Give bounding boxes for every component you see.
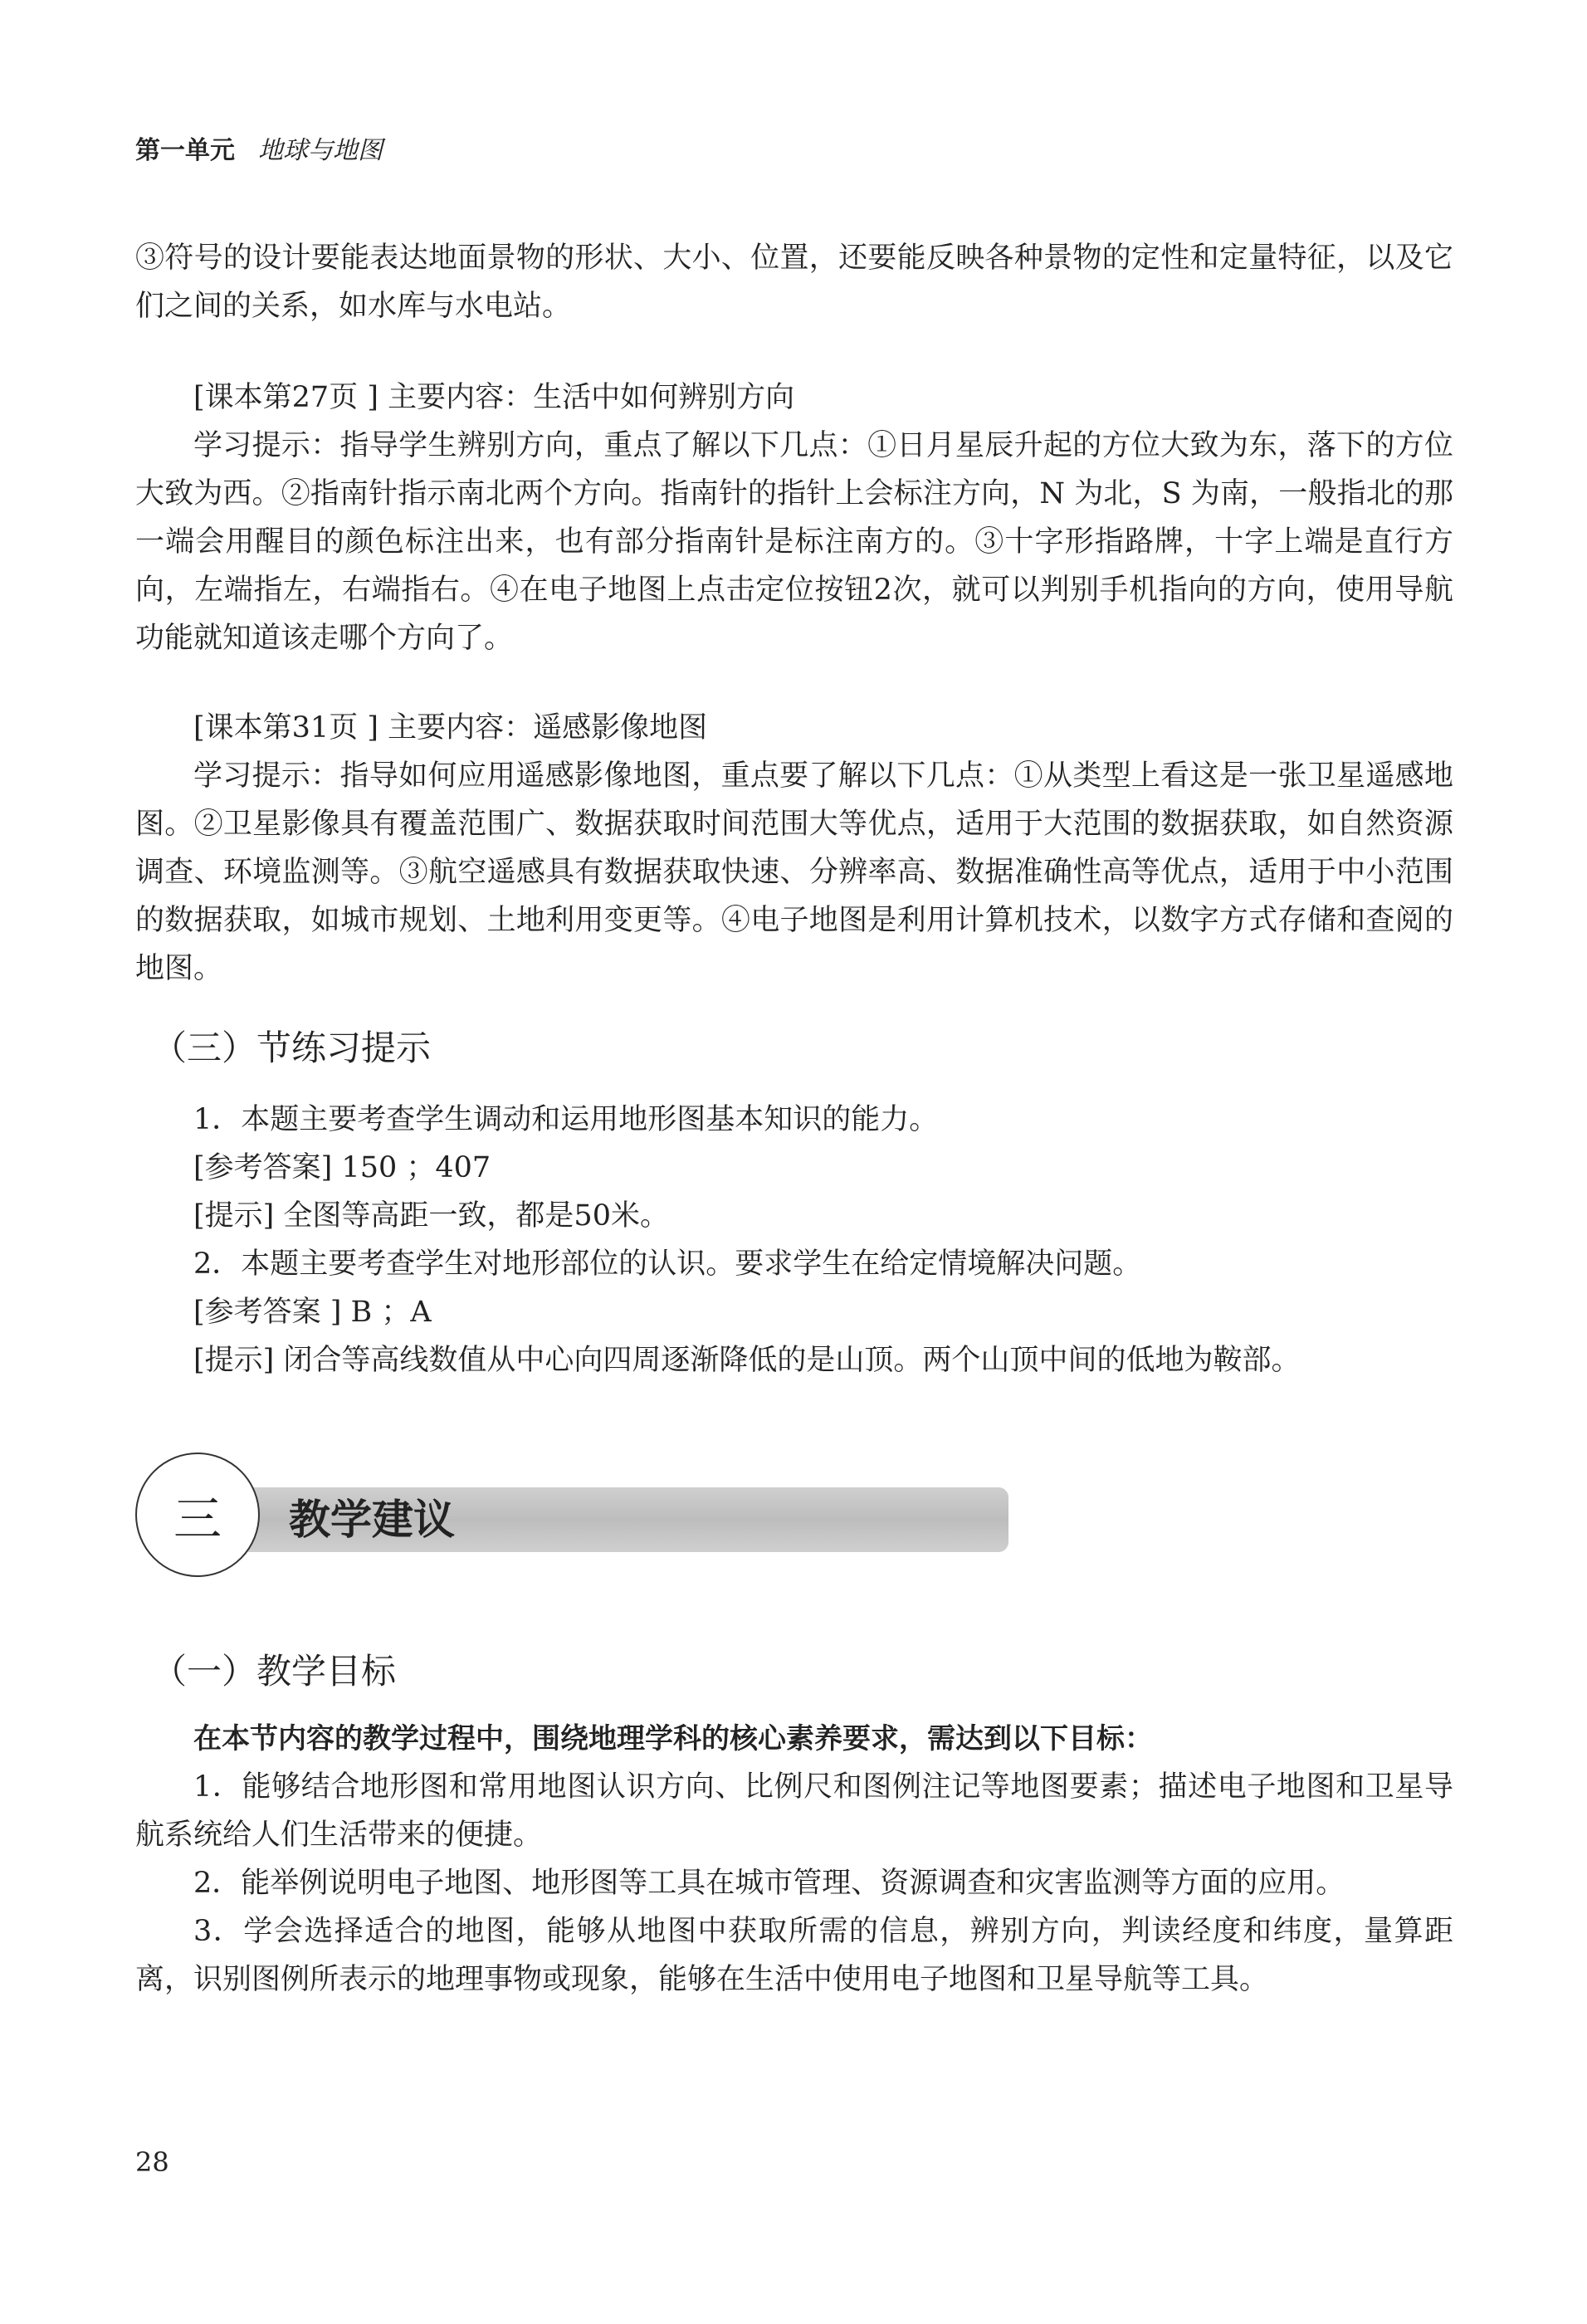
practice-answer-2: [参考答案 ] B ；A (193, 1296, 432, 1329)
page-number: 28 (135, 2146, 169, 2178)
section-title: 教学建议 (289, 1496, 455, 1544)
goal-3: 3．学会选择适合的地图，能够从地图中获取所需的信息，辨别方向，判读经度和纬度，量算距离，识别图例所表示的地理事物或现象，能够在生活中使用电子地图和卫星导航等工具。 (135, 1915, 1453, 1996)
practice-answer-1: [参考答案] 150 ；407 (193, 1151, 491, 1184)
textbook-p31-title: [课本第31页 ] 主要内容：遥感影像地图 (193, 711, 708, 745)
section-banner (135, 1452, 1007, 1577)
running-header (135, 134, 383, 168)
paragraph-symbol-design: ③符号的设计要能表达地面景物的形状、大小、位置，还要能反映各种景物的定性和定量特征，以及它们之间的关系，如水库与水电站。 (135, 242, 1453, 323)
section-number-circle (135, 1452, 260, 1577)
goals-intro: 在本节内容的教学过程中，围绕地理学科的核心素养要求，需达到以下目标： (193, 1722, 1153, 1755)
textbook-p27-title: [课本第27页 ] 主要内容：生活中如何辨别方向 (193, 381, 795, 414)
practice-question-1: 1．本题主要考查学生调动和运用地形图基本知识的能力。 (193, 1103, 939, 1136)
unit-label: 第一单元 (135, 136, 235, 165)
goal-1: 1．能够结合地形图和常用地图认识方向、比例尺和图例注记等地图要素；描述电子地图和卫星导航系统给人们生活带来的便捷。 (135, 1770, 1453, 1852)
section-number: 三 (173, 1491, 222, 1547)
textbook-p31-tips: 学习提示：指导如何应用遥感影像地图，重点要了解以下几点：①从类型上看这是一张卫星遥感地图。②卫星影像具有覆盖范围广、数据获取时间范围大等优点，适用于大范围的数据获取，如自然资源调查、环境监测等。③航空遥感具有数据获取快速、分辨率高、数据准确性高等优点，适用于中小范围的数据获取，如城市规划、土地利用变更等。④电子地图是利用计算机技术，以数字方式存储和查阅的地图。 (135, 759, 1453, 985)
practice-hint-2: [提示] 闭合等高线数值从中心向四周逐渐降低的是山顶。两个山顶中间的低地为鞍部。 (193, 1344, 1301, 1377)
practice-question-2: 2．本题主要考查学生对地形部位的认识。要求学生在给定情境解决问题。 (193, 1247, 1142, 1281)
goals-heading: （一）教学目标 (152, 1651, 397, 1692)
practice-heading: （三）节练习提示 (152, 1028, 432, 1068)
textbook-p27-tips: 学习提示：指导学生辨别方向，重点了解以下几点：①日月星辰升起的方位大致为东，落下的方位大致为西。②指南针指示南北两个方向。指南针的指针上会标注方向，N 为北，S 为南，一般指北的那一端会用醒目的颜色标注出来，也有部分指南针是标注南方的。③十字形指路牌，十字上端是直行方向，左端指左，右端指右。④在电子地图上点击定位按钮2次，就可以判别手机指向的方向，使用导航功能就知道该走哪个方向了。 (135, 429, 1453, 655)
goal-2: 2．能举例说明电子地图、地形图等工具在城市管理、资源调查和灾害监测等方面的应用。 (193, 1867, 1345, 1900)
practice-hint-1: [提示] 全图等高距一致，都是50米。 (193, 1199, 669, 1233)
unit-title: 地球与地图 (258, 136, 383, 165)
